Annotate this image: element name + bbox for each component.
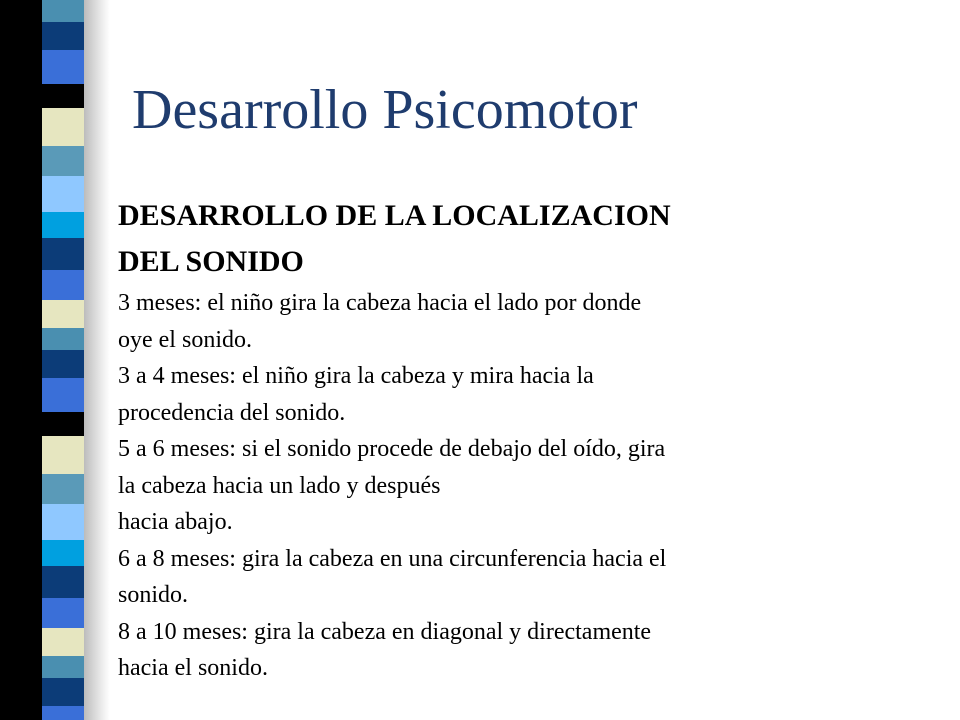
stripe-square xyxy=(42,328,84,350)
stripe-square xyxy=(42,566,84,598)
stripe-square xyxy=(42,678,84,706)
stripe-square xyxy=(42,628,84,656)
stripe-square xyxy=(42,706,84,720)
stripe-square xyxy=(42,300,84,328)
slide-body xyxy=(118,193,938,687)
body-line-3: 3 a 4 meses: el niño gira la cabeza y mira hacia la xyxy=(118,363,594,389)
body-line-9: sonido. xyxy=(118,582,189,608)
section-heading-line-1: DESARROLLO DE LA LOCALIZACION xyxy=(118,199,671,232)
stripe-square xyxy=(42,50,84,84)
body-line-8: 6 a 8 meses: gira la cabeza en una circunferencia hacia el xyxy=(118,545,667,572)
stripe-square xyxy=(42,350,84,378)
stripe-black-band xyxy=(0,0,42,720)
section-heading-line-2: DEL SONIDO xyxy=(118,245,304,278)
body-line-2: oye el sonido. xyxy=(118,326,252,353)
body-line-4: procedencia del sonido. xyxy=(118,399,346,426)
stripe-square xyxy=(42,146,84,176)
body-line-10: 8 a 10 meses: gira la cabeza en diagonal y directamente xyxy=(118,618,652,645)
decorative-stripe xyxy=(0,0,110,720)
body-line-11: hacia el sonido. xyxy=(118,655,268,681)
stripe-square xyxy=(42,540,84,566)
stripe-square xyxy=(42,474,84,504)
slide-title: Desarrollo Psicomotor xyxy=(132,79,638,141)
stripe-square xyxy=(42,412,84,436)
stripe-square xyxy=(42,0,84,22)
stripe-square xyxy=(42,212,84,238)
stripe-square xyxy=(42,22,84,50)
stripe-square xyxy=(42,108,84,146)
stripe-shadow xyxy=(84,0,110,720)
stripe-square xyxy=(42,270,84,300)
stripe-square xyxy=(42,378,84,412)
body-line-7: hacia abajo. xyxy=(118,509,233,535)
stripe-square xyxy=(42,504,84,540)
body-line-1: 3 meses: el niño gira la cabeza hacia el lado por donde xyxy=(118,290,642,316)
body-line-5: 5 a 6 meses: si el sonido procede de debajo del oído, gira xyxy=(118,436,666,462)
stripe-square xyxy=(42,656,84,678)
stripe-color-squares xyxy=(42,0,84,720)
stripe-square xyxy=(42,176,84,212)
stripe-square xyxy=(42,238,84,270)
stripe-square xyxy=(42,598,84,628)
stripe-square xyxy=(42,84,84,108)
body-line-6: la cabeza hacia un lado y después xyxy=(118,472,441,499)
stripe-square xyxy=(42,436,84,474)
